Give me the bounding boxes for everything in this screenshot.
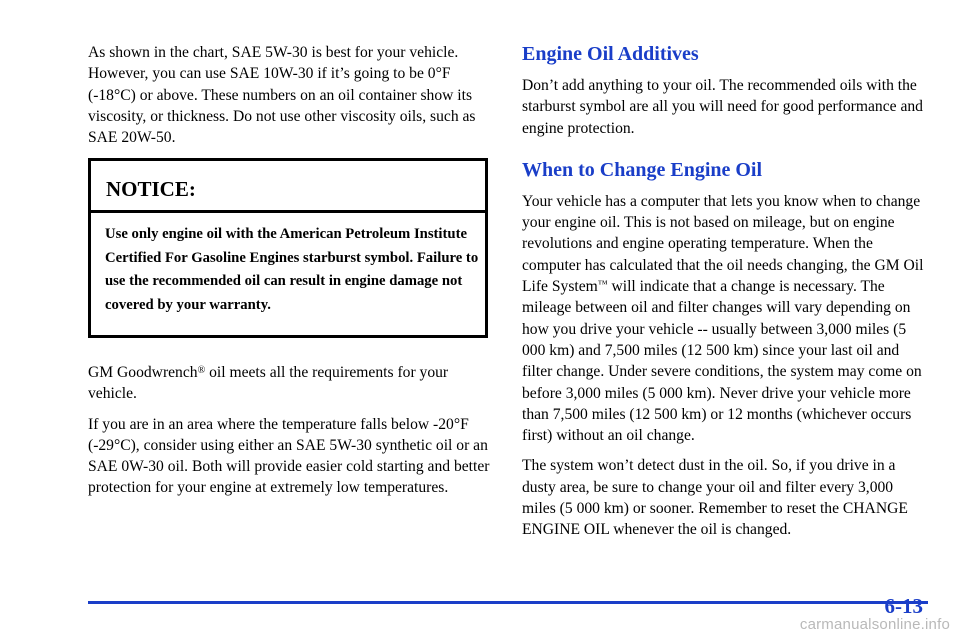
- goodwrench-paragraph: [88, 362, 492, 405]
- left-lower-column: [88, 362, 492, 499]
- goodwrench-text: GM Goodwrench: [88, 364, 198, 381]
- page-number: 6-13: [884, 594, 923, 618]
- registered-mark: ®: [197, 365, 206, 376]
- dust-paragraph: The system won’t detect dust in the oil. So, if you drive in a dusty area, be sure to change your oil and filter every 3,000 miles (5 000 km) or sooner. Remember to reset the CHANGE ENGINE OIL whenever the oil is changed.: [522, 457, 908, 539]
- notice-body: Use only engine oil with the American Petroleum Institute Certified For Gasoline Engines starburst symbol. Failure to use the recommended oil can result in engine damage not covered by your warranty.: [105, 226, 479, 313]
- change-paragraph: [522, 191, 930, 447]
- intro-paragraph: As shown in the chart, SAE 5W-30 is best for your vehicle. However, you can use SAE 10W-30 if it’s going to be 0°F (-18°C) or above. These numbers on an oil container show its viscosity, or thickness. Do not use other viscosity oils, such as SAE 20W-50.: [88, 44, 476, 147]
- footer-divider: [88, 601, 928, 604]
- notice-box: [88, 158, 488, 338]
- change-text-rest: will indicate that a change is necessary. The mileage between oil and filter changes will vary depending on how you drive your vehicle -- usually between 3,000 miles (5 000 km) and 7,500 miles (12 500 km) since your last oil and filter change. Under severe conditions, the system may come on before 3,000 miles (5 000 km). Never drive your vehicle more than 7,500 miles (12 500 km) or 12 months (whichever occurs first) without an oil change.: [522, 278, 922, 445]
- trademark-mark: ™: [597, 279, 608, 291]
- watermark: carmanualsonline.info: [799, 616, 950, 633]
- cold-weather-paragraph: If you are in an area where the temperature falls below -20°F (-29°C), consider using either an SAE 5W-30 synthetic oil or an SAE 0W-30 oil. Both will provide easier cold starting and better protection for your engine at extremely low temperatures.: [88, 415, 490, 497]
- left-column: [88, 42, 492, 148]
- goodwrench-text-rest: oil meets all the requirements for your vehicle.: [88, 364, 449, 403]
- notice-title: NOTICE:: [106, 177, 196, 201]
- change-text: Your vehicle has a computer that lets you know when to change your engine oil. This is not based on mileage, but on engine revolutions and engine operating temperature. When the computer has calculated that the oil needs changing, the GM Oil Life System: [522, 192, 924, 296]
- right-column: [522, 42, 930, 541]
- heading-engine-oil-additives: Engine Oil Additives: [522, 43, 699, 65]
- additives-paragraph: Don’t add anything to your oil. The recommended oils with the starburst symbol are all you will need for good performance and engine protection.: [522, 77, 923, 137]
- heading-when-to-change: When to Change Engine Oil: [522, 158, 763, 181]
